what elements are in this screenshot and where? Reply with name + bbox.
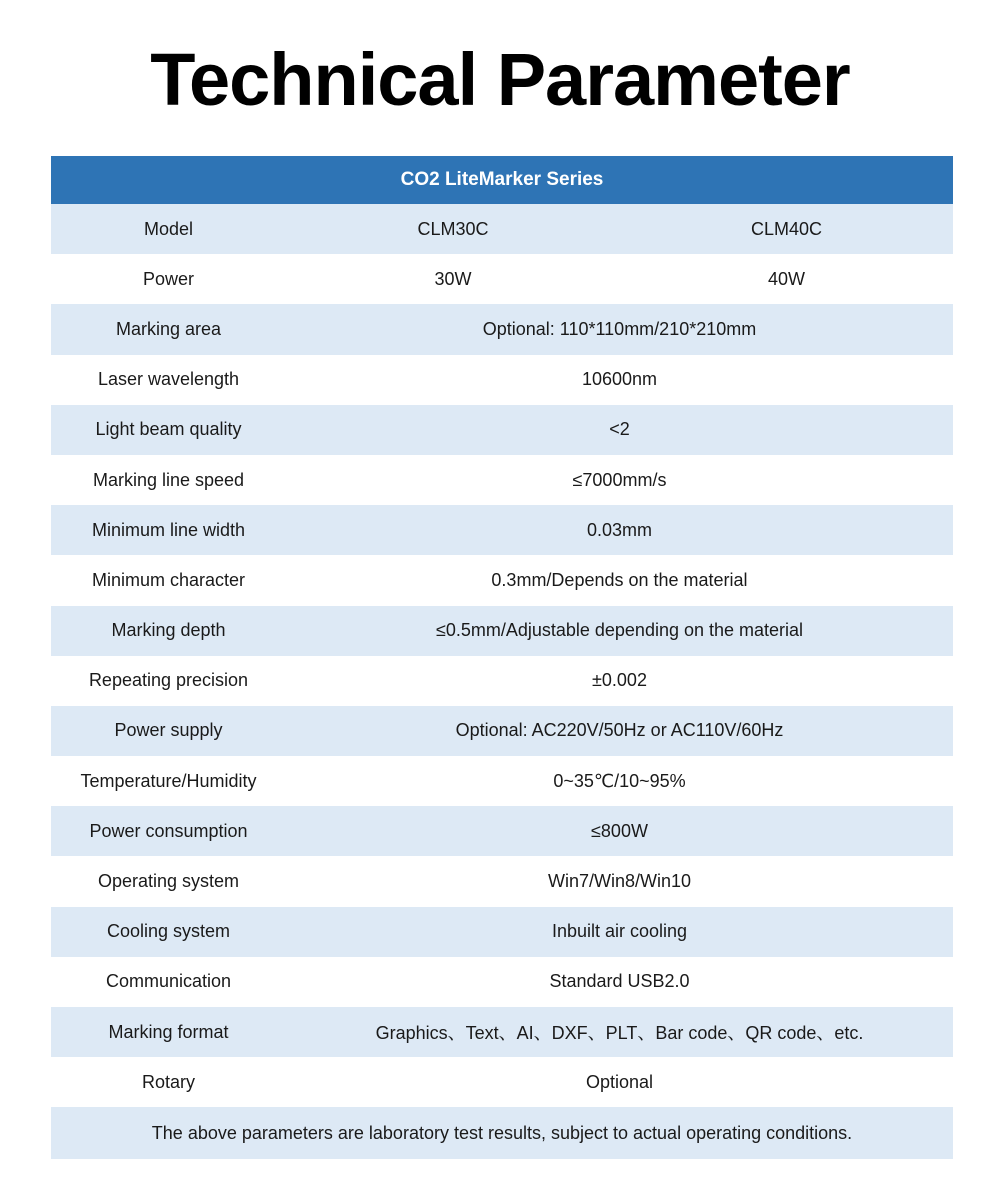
table-row [51,856,953,906]
row-label: Repeating precision [88,670,249,691]
row-value: 0.3mm/Depends on the material [491,569,748,590]
table-row [51,1057,953,1107]
row-value: Optional [585,1071,654,1092]
table-row [51,656,953,706]
model-clm30c: CLM30C [417,218,489,239]
power-clm40c: 40W [767,268,805,289]
row-label: Communication [105,971,232,992]
table-row [51,555,953,605]
row-label: Laser wavelength [97,369,240,390]
row-value: Optional: AC220V/50Hz or AC110V/60Hz [455,720,784,741]
row-value: 10600nm [581,369,658,390]
row-label: Power supply [114,720,223,741]
table-row [51,505,953,555]
disclaimer-note: The above parameters are laboratory test results, subject to actual operating conditions. [51,1107,953,1159]
table-row [51,806,953,856]
row-value: <2 [609,419,630,440]
row-value: Inbuilt air cooling [551,921,688,942]
row-label: Temperature/Humidity [80,770,257,791]
row-label: Marking format [108,1021,229,1042]
row-value: 0~35℃/10~95% [553,770,686,791]
row-label: Minimum line width [91,519,246,540]
table-row [51,355,953,405]
row-label: Rotary [141,1071,195,1092]
spec-table [51,156,953,1159]
power-clm30c: 30W [434,268,472,289]
table-row [51,706,953,756]
row-value: Standard USB2.0 [549,971,690,992]
table-row-model [51,204,953,254]
row-label: Minimum character [91,569,246,590]
row-value: Win7/Win8/Win10 [547,871,692,892]
table-row [51,606,953,656]
row-label: Marking line speed [92,469,245,490]
row-value: ≤0.5mm/Adjustable depending on the material [435,620,804,641]
model-clm40c: CLM40C [750,218,823,239]
row-label: Operating system [97,871,240,892]
table-row [51,455,953,505]
table-row [51,907,953,957]
row-label: Light beam quality [95,419,242,440]
table-row [51,957,953,1007]
row-label: Marking depth [111,620,226,641]
row-value: Graphics、Text、AI、DXF、PLT、Bar code、QR code、etc. [375,1023,864,1044]
table-header: CO2 LiteMarker Series [51,156,953,204]
table-row [51,1007,953,1057]
row-label: Power consumption [89,820,248,841]
row-label: Power [142,268,195,289]
row-value: ±0.002 [592,670,647,691]
page-title: Technical Parameter [150,38,850,121]
table-row [51,304,953,354]
table-row [51,756,953,806]
row-value: ≤7000mm/s [572,469,667,490]
row-label: Cooling system [106,921,231,942]
row-label: Model [143,218,194,239]
table-row-power [51,254,953,304]
table-row [51,405,953,455]
row-label: Marking area [115,318,222,339]
row-value: 0.03mm [586,519,653,540]
row-value: Optional: 110*110mm/210*210mm [482,318,757,339]
row-value: ≤800W [591,820,648,841]
